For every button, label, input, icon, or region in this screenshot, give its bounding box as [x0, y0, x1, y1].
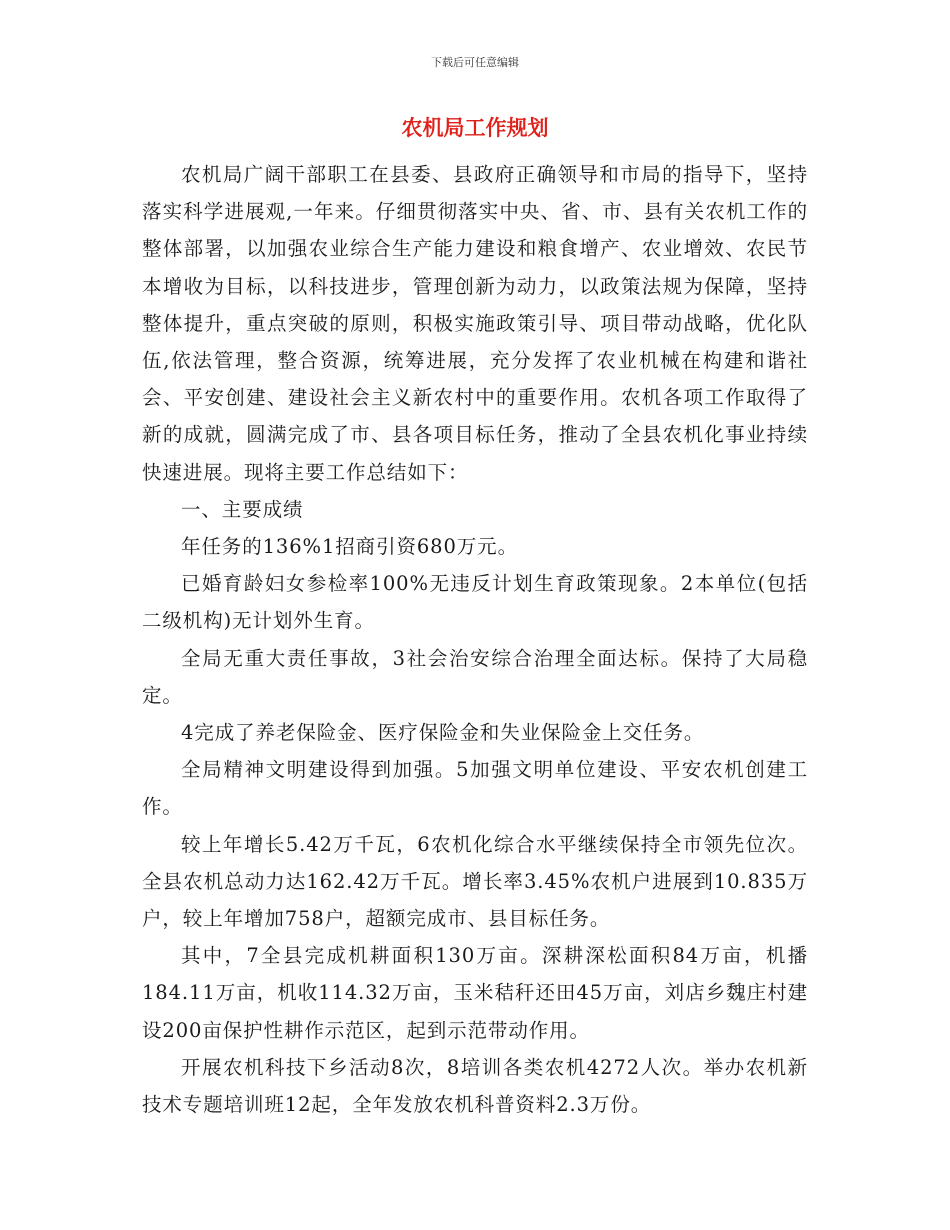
paragraph: 全局精神文明建设得到加强。5加强文明单位建设、平安农机创建工作。 — [142, 758, 808, 819]
paragraph: 较上年增长5.42万千瓦，6农机化综合水平继续保持全市领先位次。全县农机总动力达162.42万千瓦。增长率3.45%农机户进展到10.835万户，较上年增加758户，超额完成市、县目标任务。 — [142, 832, 808, 931]
section-heading: 一、主要成绩 — [181, 497, 304, 521]
header-note: 下载后可任意编辑 — [431, 56, 519, 69]
paragraph: 开展农机科技下乡活动8次，8培训各类农机4272人次。举办农机新技术专题培训班12起，全年发放农机科普资料2.3万份。 — [142, 1055, 808, 1117]
paragraph: 农机局广阔干部职工在县委、县政府正确领导和市局的指导下，坚持落实科学进展观,一年来。仔细贯彻落实中央、省、市、县有关农机工作的整体部署，以加强农业综合生产能力建设和粮食增产、农业增效、农民节本增收为目标，以科技进步，管理创新为动力，以政策法规为保障，坚持整体提升，重点突破的原则，积极实施政策引导、项目带动战略，优化队伍,依法管理，整合资源，统筹进展，充分发挥了农业机械在构建和谐社会、平安创建、建设社会主义新农村中的重要作用。农机各项工作取得了新的成就，圆满完成了市、县各项目标任务，推动了全县农机化事业持续快速进展。现将主要工作总结如下： — [142, 163, 808, 484]
document-body — [142, 156, 808, 1123]
paragraph: 其中，7全县完成机耕面积130万亩。深耕深松面积84万亩，机播184.11万亩，机收114.32万亩，玉米秸秆还田45万亩，刘店乡魏庄村建设200亩保护性耕作示范区，起到示范带动作用。 — [142, 944, 808, 1042]
paragraph: 4完成了养老保险金、医疗保险金和失业保险金上交任务。 — [181, 721, 705, 745]
paragraph: 年任务的136%1招商引资680万元。 — [181, 535, 518, 559]
paragraph: 已婚育龄妇女参检率100%无违反计划生育政策现象。2本单位(包括二级机构)无计划外生育。 — [142, 572, 808, 633]
document-title: 农机局工作规划 — [401, 116, 549, 140]
paragraph: 全局无重大责任事故，3社会治安综合治理全面达标。保持了大局稳定。 — [142, 646, 808, 707]
